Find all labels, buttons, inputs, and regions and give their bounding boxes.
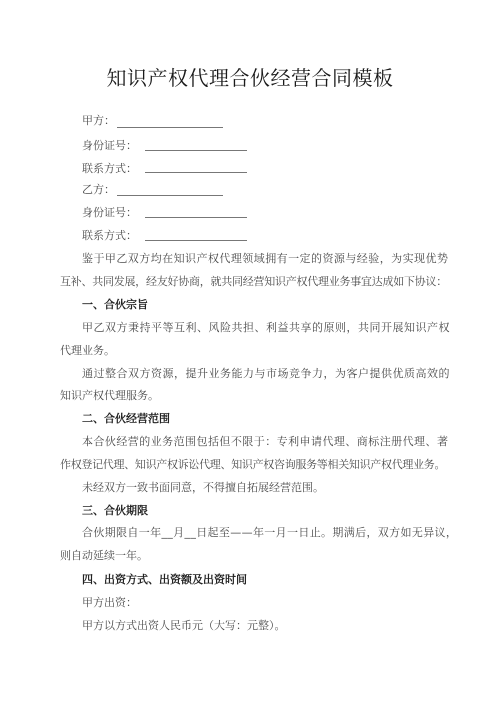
section-1-paragraph-2-line-2: 知识产权代理服务。: [60, 389, 159, 402]
section-2-paragraph-1-line-1: 本合伙经营的业务范围包括但不限于：专利申请代理、商标注册代理、著: [82, 435, 449, 448]
section-2-paragraph-1-line-2: 作权登记代理、知识产权诉讼代理、知识产权咨询服务等相关知识产权代理业务。: [60, 458, 446, 471]
section-2-paragraph-2-line-1: 未经双方一致书面同意，不得擅自拓展经营范围。: [82, 481, 324, 494]
party-b-blank-line: [117, 195, 223, 196]
party-a-blank-line: [117, 127, 223, 128]
party-b-contact-blank-line: [145, 240, 247, 241]
document-title: 知识产权代理合伙经营合同模板: [106, 66, 394, 90]
party-b-contact-label: 联系方式：: [82, 229, 137, 242]
party-b-id-label: 身份证号：: [82, 206, 137, 219]
party-b-id-blank-line: [145, 217, 247, 218]
section-3-paragraph-1-line-1: 合伙期限自一年__月__日起至——年一月一日止。期满后，双方如无异议，: [82, 526, 458, 539]
party-a-label: 甲方：: [82, 114, 115, 127]
party-b-label: 乙方：: [82, 183, 115, 196]
preamble-line-2: 互补、共同发展，经友好协商，就共同经营知识产权代理业务事宜达成如下协议：: [60, 275, 447, 288]
party-a-contact-blank-line: [145, 172, 247, 173]
section-1-heading: 一、合伙宗旨: [82, 298, 148, 311]
section-3-paragraph-1-line-2: 则自动延续一年。: [60, 549, 148, 562]
party-a-id-blank-line: [145, 150, 247, 151]
section-4-paragraph-2: 甲方以方式出资人民币元（大写：元整）。: [82, 619, 286, 632]
section-4-paragraph-1: 甲方出资：: [82, 596, 137, 609]
section-4-heading: 四、出资方式、出资额及出资时间: [82, 573, 247, 586]
preamble-line-1: 鉴于甲乙双方均在知识产权代理领域拥有一定的资源与经验，为实现优势: [82, 252, 449, 265]
section-2-heading: 二、合伙经营范围: [82, 412, 170, 425]
party-a-id-label: 身份证号：: [82, 139, 137, 152]
section-1-paragraph-1-line-1: 甲乙双方秉持平等互利、风险共担、利益共享的原则，共同开展知识产权: [82, 321, 450, 334]
party-a-contact-label: 联系方式：: [82, 162, 137, 175]
section-3-heading: 三、合伙期限: [82, 504, 148, 517]
section-1-paragraph-2-line-1: 通过整合双方资源，提升业务能力与市场竞争力，为客户提供优质高效的: [82, 367, 450, 380]
section-1-paragraph-1-line-2: 代理业务。: [60, 344, 115, 357]
